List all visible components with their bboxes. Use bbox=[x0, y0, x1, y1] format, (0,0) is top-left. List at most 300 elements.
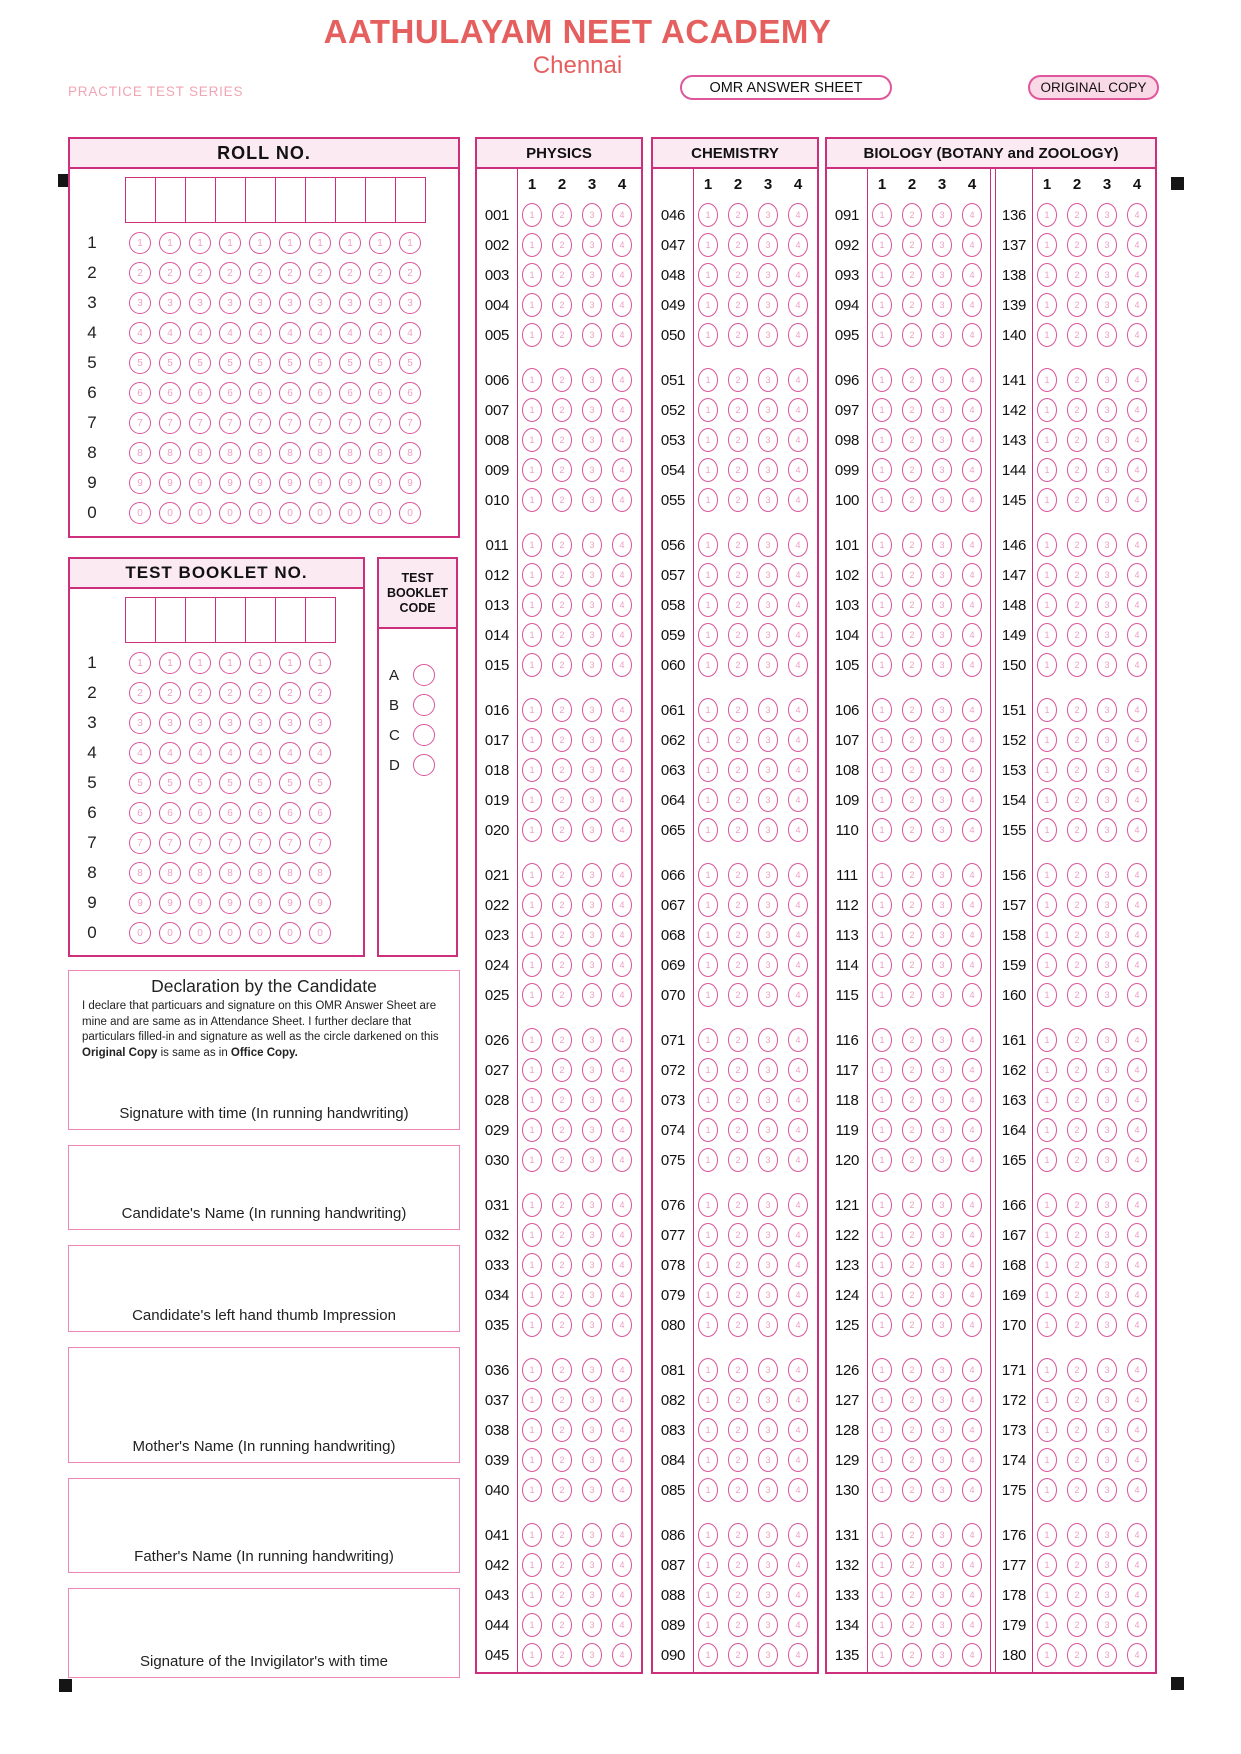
answer-bubble[interactable]: 3 bbox=[1097, 593, 1117, 617]
answer-bubble[interactable]: 3 bbox=[1097, 893, 1117, 917]
answer-bubble[interactable]: 2 bbox=[728, 1523, 748, 1547]
answer-bubble[interactable]: 1 bbox=[698, 728, 718, 752]
answer-bubble[interactable]: 1 bbox=[872, 728, 892, 752]
answer-bubble[interactable]: 3 bbox=[758, 1478, 778, 1502]
answer-bubble[interactable]: 4 bbox=[1127, 1523, 1147, 1547]
answer-bubble[interactable]: 3 bbox=[1097, 923, 1117, 947]
answer-bubble[interactable]: 2 bbox=[552, 1148, 572, 1172]
answer-bubble[interactable]: 1 bbox=[1037, 1448, 1057, 1472]
roll-bubble[interactable]: 2 bbox=[249, 262, 271, 284]
answer-bubble[interactable]: 4 bbox=[788, 1478, 808, 1502]
answer-bubble[interactable]: 3 bbox=[582, 593, 602, 617]
answer-bubble[interactable]: 3 bbox=[932, 788, 952, 812]
answer-bubble[interactable]: 2 bbox=[1067, 1283, 1087, 1307]
answer-bubble[interactable]: 2 bbox=[1067, 233, 1087, 257]
answer-bubble[interactable]: 2 bbox=[728, 1613, 748, 1637]
roll-bubble[interactable]: 8 bbox=[219, 442, 241, 464]
answer-bubble[interactable]: 3 bbox=[1097, 1358, 1117, 1382]
answer-bubble[interactable]: 1 bbox=[698, 1148, 718, 1172]
answer-bubble[interactable]: 4 bbox=[612, 1388, 632, 1412]
answer-bubble[interactable]: 1 bbox=[698, 1643, 718, 1667]
answer-bubble[interactable]: 4 bbox=[1127, 368, 1147, 392]
answer-bubble[interactable]: 3 bbox=[932, 953, 952, 977]
answer-bubble[interactable]: 2 bbox=[1067, 1148, 1087, 1172]
booklet-bubble[interactable]: 6 bbox=[279, 802, 301, 824]
answer-bubble[interactable]: 3 bbox=[758, 1148, 778, 1172]
answer-bubble[interactable]: 2 bbox=[728, 1253, 748, 1277]
answer-bubble[interactable]: 4 bbox=[1127, 1118, 1147, 1142]
answer-bubble[interactable]: 3 bbox=[1097, 1448, 1117, 1472]
answer-bubble[interactable]: 4 bbox=[1127, 293, 1147, 317]
answer-bubble[interactable]: 4 bbox=[962, 1478, 982, 1502]
answer-bubble[interactable]: 3 bbox=[758, 593, 778, 617]
answer-bubble[interactable]: 1 bbox=[522, 233, 542, 257]
answer-bubble[interactable]: 3 bbox=[582, 233, 602, 257]
answer-bubble[interactable]: 2 bbox=[552, 233, 572, 257]
answer-bubble[interactable]: 3 bbox=[1097, 398, 1117, 422]
booklet-digit-box[interactable] bbox=[245, 597, 276, 643]
answer-bubble[interactable]: 2 bbox=[1067, 1418, 1087, 1442]
answer-bubble[interactable]: 3 bbox=[582, 953, 602, 977]
answer-bubble[interactable]: 1 bbox=[1037, 983, 1057, 1007]
answer-bubble[interactable]: 1 bbox=[872, 818, 892, 842]
answer-bubble[interactable]: 1 bbox=[1037, 1613, 1057, 1637]
roll-bubble[interactable]: 7 bbox=[219, 412, 241, 434]
answer-bubble[interactable]: 4 bbox=[612, 893, 632, 917]
answer-bubble[interactable]: 4 bbox=[962, 788, 982, 812]
answer-bubble[interactable]: 2 bbox=[728, 593, 748, 617]
answer-bubble[interactable]: 3 bbox=[758, 818, 778, 842]
answer-bubble[interactable]: 3 bbox=[932, 818, 952, 842]
answer-bubble[interactable]: 4 bbox=[962, 1028, 982, 1052]
answer-bubble[interactable]: 2 bbox=[902, 563, 922, 587]
answer-bubble[interactable]: 3 bbox=[932, 1223, 952, 1247]
booklet-code-bubble[interactable] bbox=[413, 694, 435, 716]
roll-bubble[interactable]: 2 bbox=[309, 262, 331, 284]
answer-bubble[interactable]: 2 bbox=[902, 1028, 922, 1052]
answer-bubble[interactable]: 1 bbox=[698, 323, 718, 347]
answer-bubble[interactable]: 4 bbox=[612, 653, 632, 677]
answer-bubble[interactable]: 3 bbox=[758, 1118, 778, 1142]
answer-bubble[interactable]: 1 bbox=[522, 1478, 542, 1502]
answer-bubble[interactable]: 4 bbox=[962, 863, 982, 887]
answer-bubble[interactable]: 1 bbox=[522, 398, 542, 422]
answer-bubble[interactable]: 1 bbox=[872, 1253, 892, 1277]
roll-bubble[interactable]: 4 bbox=[279, 322, 301, 344]
answer-bubble[interactable]: 3 bbox=[582, 203, 602, 227]
answer-bubble[interactable]: 3 bbox=[932, 1478, 952, 1502]
answer-bubble[interactable]: 1 bbox=[522, 533, 542, 557]
answer-bubble[interactable]: 1 bbox=[1037, 293, 1057, 317]
answer-bubble[interactable]: 1 bbox=[698, 533, 718, 557]
answer-bubble[interactable]: 1 bbox=[1037, 263, 1057, 287]
answer-bubble[interactable]: 2 bbox=[728, 1058, 748, 1082]
answer-bubble[interactable]: 1 bbox=[872, 1313, 892, 1337]
answer-bubble[interactable]: 2 bbox=[1067, 758, 1087, 782]
booklet-bubble[interactable]: 5 bbox=[219, 772, 241, 794]
answer-bubble[interactable]: 4 bbox=[1127, 1388, 1147, 1412]
booklet-digit-box[interactable] bbox=[215, 597, 246, 643]
answer-bubble[interactable]: 3 bbox=[932, 923, 952, 947]
answer-bubble[interactable]: 4 bbox=[962, 1418, 982, 1442]
answer-bubble[interactable]: 1 bbox=[872, 368, 892, 392]
booklet-code-bubble[interactable] bbox=[413, 664, 435, 686]
booklet-bubble[interactable]: 8 bbox=[249, 862, 271, 884]
answer-bubble[interactable]: 4 bbox=[1127, 1283, 1147, 1307]
answer-bubble[interactable]: 2 bbox=[1067, 1358, 1087, 1382]
roll-digit-box[interactable] bbox=[125, 177, 156, 223]
answer-bubble[interactable]: 2 bbox=[1067, 1058, 1087, 1082]
answer-bubble[interactable]: 2 bbox=[728, 983, 748, 1007]
answer-bubble[interactable]: 4 bbox=[788, 623, 808, 647]
answer-bubble[interactable]: 2 bbox=[1067, 653, 1087, 677]
answer-bubble[interactable]: 4 bbox=[612, 1448, 632, 1472]
answer-bubble[interactable]: 4 bbox=[1127, 593, 1147, 617]
answer-bubble[interactable]: 2 bbox=[1067, 428, 1087, 452]
answer-bubble[interactable]: 4 bbox=[962, 1313, 982, 1337]
answer-bubble[interactable]: 3 bbox=[582, 818, 602, 842]
booklet-bubble[interactable]: 5 bbox=[309, 772, 331, 794]
answer-bubble[interactable]: 1 bbox=[872, 983, 892, 1007]
roll-digit-box[interactable] bbox=[365, 177, 396, 223]
roll-bubble[interactable]: 1 bbox=[369, 232, 391, 254]
answer-bubble[interactable]: 2 bbox=[1067, 368, 1087, 392]
answer-bubble[interactable]: 1 bbox=[872, 1583, 892, 1607]
answer-bubble[interactable]: 3 bbox=[582, 653, 602, 677]
answer-bubble[interactable]: 2 bbox=[1067, 1553, 1087, 1577]
answer-bubble[interactable]: 3 bbox=[758, 1418, 778, 1442]
answer-bubble[interactable]: 4 bbox=[612, 368, 632, 392]
answer-bubble[interactable]: 4 bbox=[1127, 1583, 1147, 1607]
answer-bubble[interactable]: 1 bbox=[698, 653, 718, 677]
answer-bubble[interactable]: 3 bbox=[582, 983, 602, 1007]
answer-bubble[interactable]: 3 bbox=[758, 428, 778, 452]
answer-bubble[interactable]: 1 bbox=[872, 1358, 892, 1382]
answer-bubble[interactable]: 2 bbox=[552, 458, 572, 482]
answer-bubble[interactable]: 1 bbox=[522, 758, 542, 782]
answer-bubble[interactable]: 2 bbox=[902, 1388, 922, 1412]
answer-bubble[interactable]: 4 bbox=[962, 488, 982, 512]
answer-bubble[interactable]: 1 bbox=[698, 1523, 718, 1547]
answer-bubble[interactable]: 2 bbox=[902, 1283, 922, 1307]
answer-bubble[interactable]: 3 bbox=[582, 1223, 602, 1247]
booklet-bubble[interactable]: 2 bbox=[129, 682, 151, 704]
answer-bubble[interactable]: 3 bbox=[932, 698, 952, 722]
answer-bubble[interactable]: 1 bbox=[872, 1088, 892, 1112]
answer-bubble[interactable]: 2 bbox=[552, 368, 572, 392]
answer-bubble[interactable]: 2 bbox=[552, 593, 572, 617]
answer-bubble[interactable]: 4 bbox=[1127, 1448, 1147, 1472]
answer-bubble[interactable]: 1 bbox=[698, 623, 718, 647]
booklet-bubble[interactable]: 6 bbox=[189, 802, 211, 824]
answer-bubble[interactable]: 4 bbox=[788, 818, 808, 842]
answer-bubble[interactable]: 4 bbox=[788, 758, 808, 782]
answer-bubble[interactable]: 4 bbox=[612, 1058, 632, 1082]
candidates-name-box[interactable] bbox=[68, 1145, 460, 1230]
answer-bubble[interactable]: 3 bbox=[932, 533, 952, 557]
answer-bubble[interactable]: 2 bbox=[728, 653, 748, 677]
answer-bubble[interactable]: 1 bbox=[522, 1088, 542, 1112]
answer-bubble[interactable]: 2 bbox=[1067, 863, 1087, 887]
answer-bubble[interactable]: 1 bbox=[522, 1193, 542, 1217]
roll-bubble[interactable]: 5 bbox=[399, 352, 421, 374]
roll-bubble[interactable]: 3 bbox=[159, 292, 181, 314]
answer-bubble[interactable]: 2 bbox=[552, 293, 572, 317]
answer-bubble[interactable]: 1 bbox=[872, 593, 892, 617]
roll-bubble[interactable]: 0 bbox=[219, 502, 241, 524]
answer-bubble[interactable]: 3 bbox=[758, 953, 778, 977]
roll-bubble[interactable]: 2 bbox=[129, 262, 151, 284]
booklet-bubble[interactable]: 1 bbox=[129, 652, 151, 674]
answer-bubble[interactable]: 2 bbox=[1067, 818, 1087, 842]
answer-bubble[interactable]: 4 bbox=[1127, 428, 1147, 452]
answer-bubble[interactable]: 3 bbox=[1097, 368, 1117, 392]
answer-bubble[interactable]: 4 bbox=[788, 263, 808, 287]
booklet-bubble[interactable]: 5 bbox=[159, 772, 181, 794]
booklet-bubble[interactable]: 8 bbox=[219, 862, 241, 884]
answer-bubble[interactable]: 4 bbox=[612, 293, 632, 317]
roll-bubble[interactable]: 3 bbox=[129, 292, 151, 314]
answer-bubble[interactable]: 1 bbox=[698, 923, 718, 947]
answer-bubble[interactable]: 1 bbox=[872, 1028, 892, 1052]
answer-bubble[interactable]: 1 bbox=[872, 323, 892, 347]
roll-digit-box[interactable] bbox=[215, 177, 246, 223]
answer-bubble[interactable]: 3 bbox=[758, 263, 778, 287]
answer-bubble[interactable]: 1 bbox=[698, 818, 718, 842]
answer-bubble[interactable]: 3 bbox=[1097, 1118, 1117, 1142]
answer-bubble[interactable]: 1 bbox=[698, 293, 718, 317]
answer-bubble[interactable]: 1 bbox=[872, 788, 892, 812]
booklet-bubble[interactable]: 5 bbox=[189, 772, 211, 794]
roll-bubble[interactable]: 7 bbox=[309, 412, 331, 434]
answer-bubble[interactable]: 3 bbox=[932, 1448, 952, 1472]
answer-bubble[interactable]: 2 bbox=[1067, 1193, 1087, 1217]
answer-bubble[interactable]: 3 bbox=[758, 1448, 778, 1472]
answer-bubble[interactable]: 4 bbox=[788, 1193, 808, 1217]
roll-bubble[interactable]: 0 bbox=[309, 502, 331, 524]
answer-bubble[interactable]: 3 bbox=[582, 1478, 602, 1502]
booklet-bubble[interactable]: 0 bbox=[159, 922, 181, 944]
answer-bubble[interactable]: 1 bbox=[872, 488, 892, 512]
answer-bubble[interactable]: 3 bbox=[582, 1418, 602, 1442]
answer-bubble[interactable]: 4 bbox=[962, 203, 982, 227]
booklet-bubble[interactable]: 5 bbox=[129, 772, 151, 794]
answer-bubble[interactable]: 2 bbox=[728, 1223, 748, 1247]
answer-bubble[interactable]: 3 bbox=[1097, 533, 1117, 557]
answer-bubble[interactable]: 2 bbox=[728, 428, 748, 452]
answer-bubble[interactable]: 3 bbox=[758, 293, 778, 317]
answer-bubble[interactable]: 1 bbox=[698, 1088, 718, 1112]
answer-bubble[interactable]: 3 bbox=[758, 623, 778, 647]
answer-bubble[interactable]: 3 bbox=[758, 1253, 778, 1277]
booklet-bubble[interactable]: 7 bbox=[279, 832, 301, 854]
roll-bubble[interactable]: 9 bbox=[219, 472, 241, 494]
answer-bubble[interactable]: 2 bbox=[1067, 458, 1087, 482]
answer-bubble[interactable]: 1 bbox=[872, 863, 892, 887]
answer-bubble[interactable]: 3 bbox=[1097, 428, 1117, 452]
answer-bubble[interactable]: 2 bbox=[552, 923, 572, 947]
answer-bubble[interactable]: 1 bbox=[1037, 428, 1057, 452]
answer-bubble[interactable]: 1 bbox=[698, 1358, 718, 1382]
answer-bubble[interactable]: 4 bbox=[612, 1523, 632, 1547]
answer-bubble[interactable]: 2 bbox=[728, 1283, 748, 1307]
answer-bubble[interactable]: 3 bbox=[582, 788, 602, 812]
answer-bubble[interactable]: 3 bbox=[758, 1028, 778, 1052]
booklet-bubble[interactable]: 3 bbox=[129, 712, 151, 734]
answer-bubble[interactable]: 1 bbox=[1037, 203, 1057, 227]
roll-bubble[interactable]: 8 bbox=[189, 442, 211, 464]
answer-bubble[interactable]: 4 bbox=[612, 428, 632, 452]
answer-bubble[interactable]: 3 bbox=[1097, 323, 1117, 347]
answer-bubble[interactable]: 2 bbox=[1067, 983, 1087, 1007]
answer-bubble[interactable]: 4 bbox=[788, 1553, 808, 1577]
answer-bubble[interactable]: 4 bbox=[1127, 398, 1147, 422]
answer-bubble[interactable]: 2 bbox=[902, 458, 922, 482]
answer-bubble[interactable]: 3 bbox=[1097, 1193, 1117, 1217]
answer-bubble[interactable]: 3 bbox=[1097, 1388, 1117, 1412]
roll-bubble[interactable]: 0 bbox=[189, 502, 211, 524]
roll-bubble[interactable]: 4 bbox=[189, 322, 211, 344]
answer-bubble[interactable]: 1 bbox=[1037, 1313, 1057, 1337]
answer-bubble[interactable]: 1 bbox=[1037, 893, 1057, 917]
answer-bubble[interactable]: 4 bbox=[1127, 488, 1147, 512]
answer-bubble[interactable]: 2 bbox=[728, 788, 748, 812]
booklet-bubble[interactable]: 9 bbox=[219, 892, 241, 914]
answer-bubble[interactable]: 4 bbox=[612, 1028, 632, 1052]
booklet-bubble[interactable]: 3 bbox=[249, 712, 271, 734]
answer-bubble[interactable]: 1 bbox=[872, 1553, 892, 1577]
booklet-digit-box[interactable] bbox=[125, 597, 156, 643]
answer-bubble[interactable]: 1 bbox=[872, 293, 892, 317]
answer-bubble[interactable]: 1 bbox=[1037, 818, 1057, 842]
answer-bubble[interactable]: 1 bbox=[1037, 533, 1057, 557]
answer-bubble[interactable]: 4 bbox=[612, 788, 632, 812]
answer-bubble[interactable]: 3 bbox=[758, 1523, 778, 1547]
roll-bubble[interactable]: 1 bbox=[339, 232, 361, 254]
booklet-bubble[interactable]: 4 bbox=[189, 742, 211, 764]
roll-bubble[interactable]: 4 bbox=[309, 322, 331, 344]
answer-bubble[interactable]: 1 bbox=[522, 1358, 542, 1382]
answer-bubble[interactable]: 4 bbox=[788, 1583, 808, 1607]
answer-bubble[interactable]: 2 bbox=[902, 1358, 922, 1382]
answer-bubble[interactable]: 4 bbox=[962, 1388, 982, 1412]
answer-bubble[interactable]: 2 bbox=[1067, 593, 1087, 617]
answer-bubble[interactable]: 3 bbox=[758, 1193, 778, 1217]
answer-bubble[interactable]: 2 bbox=[552, 623, 572, 647]
answer-bubble[interactable]: 2 bbox=[1067, 488, 1087, 512]
answer-bubble[interactable]: 1 bbox=[522, 1523, 542, 1547]
roll-bubble[interactable]: 7 bbox=[159, 412, 181, 434]
roll-bubble[interactable]: 6 bbox=[399, 382, 421, 404]
answer-bubble[interactable]: 1 bbox=[522, 1148, 542, 1172]
booklet-code-bubble[interactable] bbox=[413, 724, 435, 746]
answer-bubble[interactable]: 1 bbox=[1037, 1358, 1057, 1382]
answer-bubble[interactable]: 2 bbox=[552, 983, 572, 1007]
answer-bubble[interactable]: 2 bbox=[552, 788, 572, 812]
answer-bubble[interactable]: 2 bbox=[552, 1523, 572, 1547]
answer-bubble[interactable]: 4 bbox=[612, 1478, 632, 1502]
answer-bubble[interactable]: 4 bbox=[962, 1523, 982, 1547]
answer-bubble[interactable]: 1 bbox=[872, 233, 892, 257]
roll-bubble[interactable]: 6 bbox=[309, 382, 331, 404]
answer-bubble[interactable]: 3 bbox=[582, 1448, 602, 1472]
answer-bubble[interactable]: 4 bbox=[612, 1643, 632, 1667]
answer-bubble[interactable]: 2 bbox=[902, 1253, 922, 1277]
roll-bubble[interactable]: 3 bbox=[399, 292, 421, 314]
answer-bubble[interactable]: 4 bbox=[612, 533, 632, 557]
answer-bubble[interactable]: 4 bbox=[1127, 788, 1147, 812]
answer-bubble[interactable]: 1 bbox=[698, 1313, 718, 1337]
answer-bubble[interactable]: 1 bbox=[698, 1553, 718, 1577]
answer-bubble[interactable]: 1 bbox=[1037, 698, 1057, 722]
answer-bubble[interactable]: 4 bbox=[612, 1358, 632, 1382]
answer-bubble[interactable]: 2 bbox=[728, 398, 748, 422]
answer-bubble[interactable]: 3 bbox=[582, 728, 602, 752]
answer-bubble[interactable]: 2 bbox=[902, 1553, 922, 1577]
answer-bubble[interactable]: 1 bbox=[522, 488, 542, 512]
roll-bubble[interactable]: 8 bbox=[159, 442, 181, 464]
answer-bubble[interactable]: 3 bbox=[1097, 863, 1117, 887]
answer-bubble[interactable]: 2 bbox=[902, 983, 922, 1007]
booklet-bubble[interactable]: 1 bbox=[279, 652, 301, 674]
answer-bubble[interactable]: 3 bbox=[932, 1523, 952, 1547]
answer-bubble[interactable]: 2 bbox=[902, 1088, 922, 1112]
answer-bubble[interactable]: 2 bbox=[728, 458, 748, 482]
answer-bubble[interactable]: 3 bbox=[1097, 1058, 1117, 1082]
roll-bubble[interactable]: 7 bbox=[279, 412, 301, 434]
booklet-bubble[interactable]: 5 bbox=[249, 772, 271, 794]
roll-digit-box[interactable] bbox=[305, 177, 336, 223]
answer-bubble[interactable]: 3 bbox=[758, 233, 778, 257]
answer-bubble[interactable]: 1 bbox=[872, 263, 892, 287]
answer-bubble[interactable]: 4 bbox=[1127, 953, 1147, 977]
roll-bubble[interactable]: 9 bbox=[189, 472, 211, 494]
answer-bubble[interactable]: 3 bbox=[1097, 623, 1117, 647]
answer-bubble[interactable]: 2 bbox=[902, 593, 922, 617]
roll-bubble[interactable]: 5 bbox=[339, 352, 361, 374]
answer-bubble[interactable]: 2 bbox=[552, 1193, 572, 1217]
booklet-bubble[interactable]: 3 bbox=[189, 712, 211, 734]
roll-bubble[interactable]: 9 bbox=[369, 472, 391, 494]
answer-bubble[interactable]: 3 bbox=[932, 1643, 952, 1667]
answer-bubble[interactable]: 3 bbox=[758, 1058, 778, 1082]
roll-bubble[interactable]: 7 bbox=[249, 412, 271, 434]
answer-bubble[interactable]: 1 bbox=[698, 788, 718, 812]
answer-bubble[interactable]: 3 bbox=[758, 653, 778, 677]
answer-bubble[interactable]: 4 bbox=[962, 1358, 982, 1382]
answer-bubble[interactable]: 1 bbox=[522, 893, 542, 917]
answer-bubble[interactable]: 1 bbox=[522, 593, 542, 617]
answer-bubble[interactable]: 4 bbox=[612, 818, 632, 842]
answer-bubble[interactable]: 1 bbox=[698, 953, 718, 977]
answer-bubble[interactable]: 3 bbox=[758, 323, 778, 347]
answer-bubble[interactable]: 3 bbox=[1097, 1613, 1117, 1637]
roll-bubble[interactable]: 8 bbox=[279, 442, 301, 464]
roll-bubble[interactable]: 4 bbox=[369, 322, 391, 344]
answer-bubble[interactable]: 2 bbox=[902, 1478, 922, 1502]
booklet-bubble[interactable]: 0 bbox=[219, 922, 241, 944]
answer-bubble[interactable]: 3 bbox=[582, 1523, 602, 1547]
answer-bubble[interactable]: 1 bbox=[698, 1448, 718, 1472]
answer-bubble[interactable]: 1 bbox=[1037, 1553, 1057, 1577]
answer-bubble[interactable]: 4 bbox=[1127, 1253, 1147, 1277]
answer-bubble[interactable]: 3 bbox=[758, 488, 778, 512]
answer-bubble[interactable]: 4 bbox=[788, 1613, 808, 1637]
roll-bubble[interactable]: 3 bbox=[189, 292, 211, 314]
answer-bubble[interactable]: 4 bbox=[612, 1148, 632, 1172]
answer-bubble[interactable]: 1 bbox=[698, 488, 718, 512]
answer-bubble[interactable]: 4 bbox=[1127, 1058, 1147, 1082]
